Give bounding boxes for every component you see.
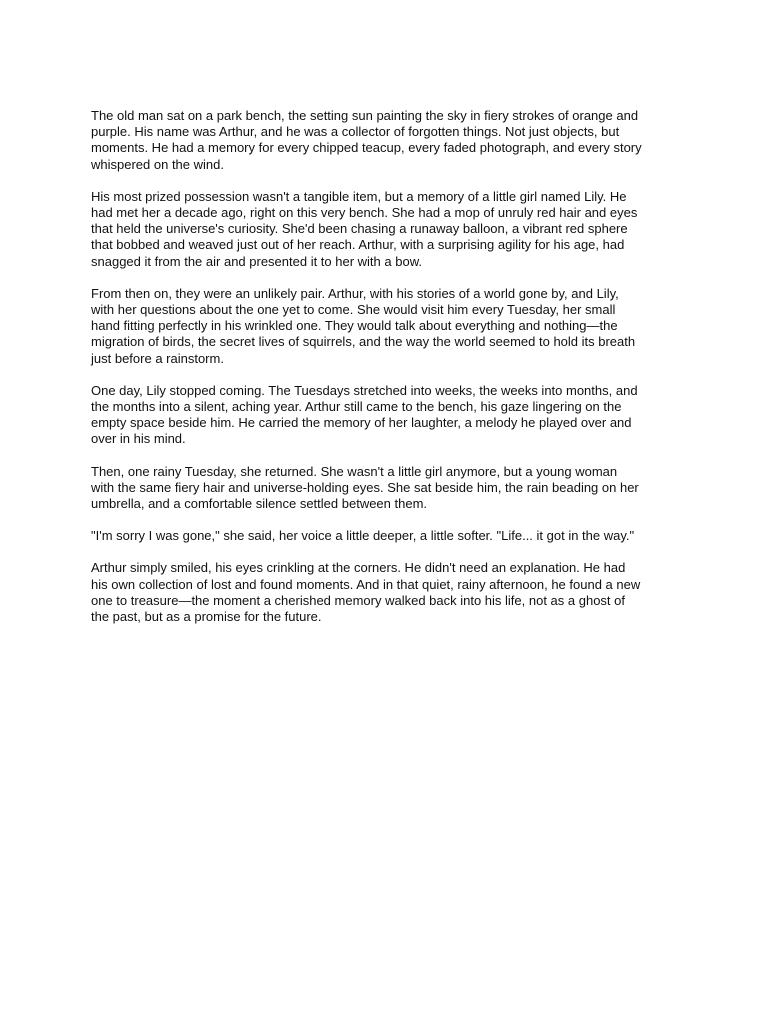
paragraph-5: Then, one rainy Tuesday, she returned. She wasn't a little girl anymore, but a young woman with the same fiery hair and universe-holding eyes. She sat beside him, the rain beading on her umbrella, and a comfortable silence settled between them. — [91, 463, 639, 512]
paragraph-1: The old man sat on a park bench, the setting sun painting the sky in fiery strokes of orange and purple. His name was Arthur, and he was a collector of forgotten things. Not just objects, but moments. He had a memory for every chipped teacup, every faded photograph, and every story whispered on the wind. — [91, 108, 642, 172]
paragraph-7: Arthur simply smiled, his eyes crinkling at the corners. He didn't need an explanation. He had his own collection of lost and found moments. And in that quiet, rainy afternoon, he found a new one to treasure—the moment a cherished memory walked back into his life, not as a ghost of the past, but as a promise for the future. — [91, 560, 641, 625]
paragraph-2: His most prized possession wasn't a tangible item, but a memory of a little girl named Lily. He had met her a decade ago, right on this very bench. She had a mop of unruly red hair and eyes that held the universe's curiosity. She'd been chasing a runaway balloon, a vibrant red sphere that bobbed and weaved just out of her reach. Arthur, with a surprising agility for his age, had snagged it from the air and presented it to her with a bow. — [91, 188, 638, 269]
story-text — [91, 108, 683, 641]
paragraph-4: One day, Lily stopped coming. The Tuesdays stretched into weeks, the weeks into months, and the months into a silent, aching year. Arthur still came to the bench, his gaze lingering on the empty space beside him. He carried the memory of her laughter, a melody he played over and over in his mind. — [91, 382, 638, 447]
paragraph-6: "I'm sorry I was gone," she said, her voice a little deeper, a little softer. "Life... it got in the way." — [91, 528, 635, 544]
paragraph-3: From then on, they were an unlikely pair. Arthur, with his stories of a world gone by, and Lily, with her questions about the one yet to come. She would visit him every Tuesday, her small hand fitting perfectly in his wrinkled one. They would talk about everything and nothing—the migration of birds, the secret lives of squirrels, and the way the world seemed to hold its breath just before a rainstorm. — [91, 285, 636, 366]
